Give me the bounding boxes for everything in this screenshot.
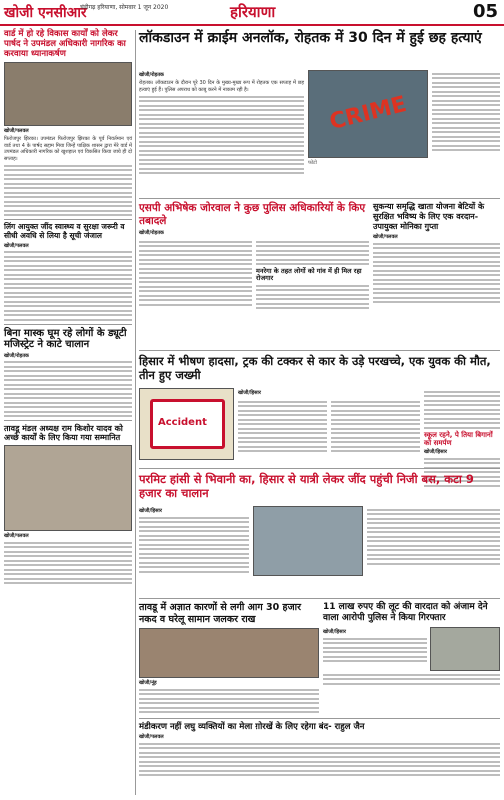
page-number: 05 <box>472 1 498 22</box>
fire-headline: तावडू में अज्ञात कारणों से लगी आग 30 हजार नकद व घरेलू सामान जलकर राख <box>139 602 301 625</box>
sp-story <box>139 202 369 312</box>
section-divider <box>139 198 500 199</box>
story3-headline: बिना मास्क घूम रहे लोगों के ड्यूटी मजिस्ट्रेट ने काटे चालान <box>4 327 127 351</box>
story1-text: फिरोजपुर झिरका। उपमंडल फिरोजपुर झिरका के पूर्व निवर्तमान एवं वार्ड तथा 4 के पार्षद सद्दाम मिया जिन्हें पाक्षिक शासन द्वारा मेरे वार्ड में उपमंडल अधिकारी नागरिक को खुशहाल एवं विकसित किया जाये ही दो सप्ताह। <box>4 136 132 162</box>
story2-headline: लिंग आयुक्त जींद स्वास्थ्य व सुरक्षा जरूरी व सीधी अवधि से लिया है सूची जंजाल <box>4 222 125 240</box>
story2-byline: खोजी/पलवल <box>4 242 29 249</box>
accident-sign-image <box>139 388 234 460</box>
section-title: हरियाणा <box>230 3 276 21</box>
story4-text-lines <box>4 542 132 585</box>
loot-photo <box>430 627 500 671</box>
story2-text-lines <box>4 251 132 321</box>
bottom-headline: मंडीकरण नहीं लघु व्यक्तियों का मेला ग़ोरखें के लिए रहेगा बंद- राहुल जैन <box>139 722 365 732</box>
lead-body-left <box>139 70 304 195</box>
lead-story <box>139 30 500 47</box>
lead-body-right <box>432 70 500 154</box>
column-divider <box>135 30 136 795</box>
story1-photo <box>4 62 132 126</box>
section-divider-3 <box>139 468 500 469</box>
date-line: चंडीगढ़ हरियाणा, सोमवार 1 जून 2020 <box>80 4 169 11</box>
lead-text: रोहतक। लॉकडाउन के दौरान पूरे 30 दिन के मुख्य-मुख्य रूप में रोहतक एक सप्ताह में छह हत्याएं हुई हैं। पुलिस अपराध को काबू करने में नाकाम रही है। <box>139 80 304 93</box>
story3-text-lines <box>4 361 132 417</box>
loot-headline: 11 लाख रुपए की लूट की वारदात को अंजाम देने वाला आरोपी पुलिस ने किया गिरफ्तार <box>323 602 488 623</box>
story1-byline: खोजी/पलवल <box>4 128 29 135</box>
masthead <box>0 0 504 26</box>
bus-story <box>139 472 500 500</box>
bus-body-right <box>367 506 500 567</box>
sp-headline: एसपी अभिषेक जोरवाल ने कुछ पुलिस अधिकारियों के किए तबादले <box>139 202 366 227</box>
mnrega-headline: मनरेगा के तहत लोगों को गांव में ही मिल रहा रोजगार <box>256 266 362 282</box>
bottom-story <box>139 722 500 779</box>
sukanya-headline: सुकन्या समृद्धि खाता योजना बेटियों के सुरक्षित भविष्य के लिए एक वरदान- उपायुक्त मोनिका गुप्ता <box>373 202 485 231</box>
fire-byline: खोजी/नूंह <box>139 680 157 686</box>
story1-text-lines <box>4 165 132 217</box>
side-headline: स्कूल रहने, पे तिया बिगानों को समर्पण <box>424 431 493 448</box>
story4-byline: खोजी/पलवल <box>4 533 29 540</box>
bottom-byline: खोजी/पलवल <box>139 734 164 740</box>
story1-headline: वार्ड में हो रहे विकास कार्यों को लेकर पार्षद ने उपमंडल अधिकारी नागरिक का करवाया ध्यानाकर्षण <box>4 29 126 59</box>
story4-photo <box>4 445 132 531</box>
fire-story <box>139 602 319 716</box>
accident-byline: खोजी/हिसार <box>238 390 261 396</box>
section-divider-4 <box>139 598 500 599</box>
sukanya-byline: खोजी/पलवल <box>373 234 398 240</box>
bus-photo <box>253 506 363 576</box>
lead-photo-caption: फोटो <box>308 160 317 166</box>
accident-body <box>238 388 420 455</box>
sp-byline: खोजी/रोहतक <box>139 230 164 236</box>
left-column <box>4 30 132 798</box>
sukanya-story <box>373 202 500 306</box>
lead-byline: खोजी/रोहतक <box>139 72 164 78</box>
fire-photo <box>139 628 319 678</box>
story4-headline: तावडू मंडल अध्यक्ष राम किशोर यादव को अच्छे कार्यों के लिए किया गया सम्मानित <box>4 424 123 443</box>
lead-photo-crime: CRIME <box>308 70 428 158</box>
lead-headline: लॉकडाउन में क्राईम अनलॉक, रोहतक में 30 दिन में हुई छह हत्याएं <box>139 30 482 46</box>
section-divider-5 <box>139 718 500 719</box>
loot-byline: खोजी/हिसार <box>323 629 346 635</box>
accident-sign-text: Accident <box>158 417 207 428</box>
bus-body-left <box>139 506 249 575</box>
section-divider-2 <box>139 350 500 351</box>
accident-headline: हिसार में भीषण हादसा, ट्रक की टक्कर से कार के उड़े परखच्चे, एक युवक की मौत, तीन हुए जख्मी <box>139 354 491 382</box>
accident-story <box>139 354 500 382</box>
side-byline: खोजी/हिसार <box>424 449 447 456</box>
bus-headline: परमिट हांसी से भिवानी का, हिसार से यात्री लेकर जींद पहुंची निजी बस, कटा 9 हजार का चालान <box>139 472 474 500</box>
lead-text-lines <box>139 96 304 175</box>
loot-story <box>323 602 500 687</box>
newspaper-brand: खोजी एनसीआर <box>4 5 87 21</box>
story3-byline: खोजी/रोहतक <box>4 352 29 359</box>
bus-byline: खोजी/हिसार <box>139 508 162 514</box>
